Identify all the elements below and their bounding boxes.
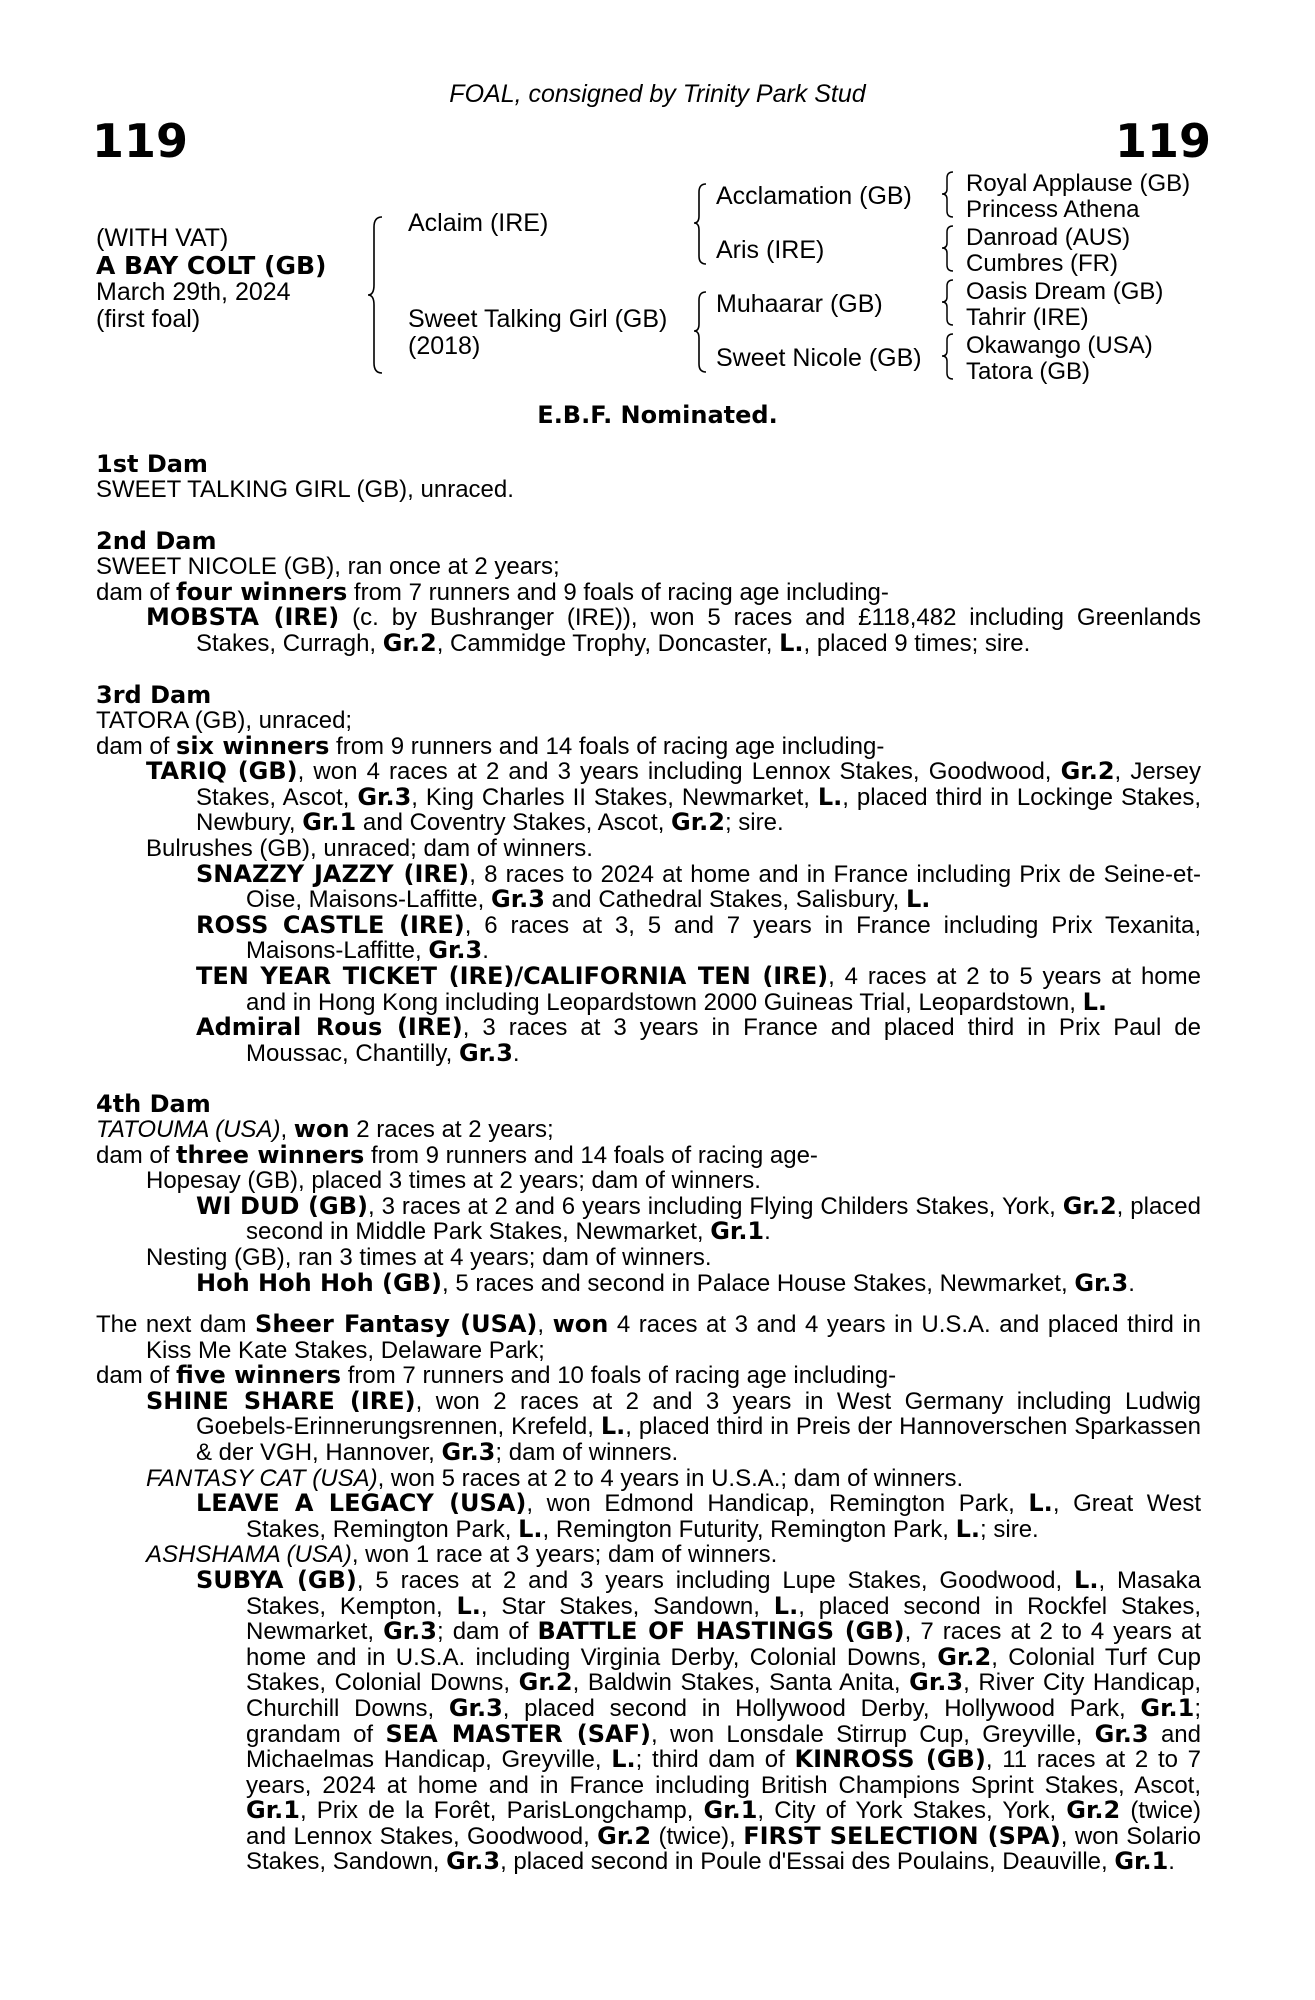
consignment-line: FOAL, consigned by Trinity Park Stud — [449, 80, 866, 108]
pedigree-g3-3: Danroad (AUS) — [966, 224, 1131, 251]
pedigree-g3-8: Tatora (GB) — [966, 358, 1091, 385]
third-dam-progeny-ross: ROSS CASTLE (IRE), 6 races at 3, 5 and 7 years in France including Prix Texanita, Maisons-Laffitte, Gr.3. — [196, 910, 1202, 965]
third-dam-progeny-tariq: TARIQ (GB), won 4 races at 2 and 3 years including Lennox Stakes, Goodwood, Gr.2, Jersey Stakes, Ascot, Gr.3, King Charles II Stakes, Newmarket, L., placed third in Lockinge Stakes, Newbury, Gr.1 and Coventry Stakes, Ascot, Gr.2; sire. — [146, 757, 1202, 837]
pedigree-brace-3d — [942, 332, 956, 382]
third-dam-line1: TATORA (GB), unraced; — [96, 707, 353, 734]
pedigree-g3-4: Cumbres (FR) — [966, 250, 1119, 277]
fourth-dam-line1: TATOUMA (USA), won 2 races at 2 years; — [96, 1115, 554, 1143]
third-dam-progeny-bulrushes: Bulrushes (GB), unraced; dam of winners. — [146, 834, 593, 862]
pedigree-dam-dam: Sweet Nicole (GB) — [716, 344, 922, 372]
next-dam-section — [96, 1312, 1201, 1875]
pedigree-sire-dam: Aris (IRE) — [716, 236, 825, 264]
pedigree-brace-2b — [694, 290, 710, 374]
second-dam-progeny-mobsta: MOBSTA (IRE) (c. by Bushranger (IRE)), won 5 races and £118,482 including Greenlands Stakes, Curragh, Gr.2, Cammidge Trophy, Doncaster, L., placed 9 times; sire. — [146, 603, 1201, 657]
third-dam-progeny-admiral-rous: Admiral Rous (IRE), 3 races at 3 years in France and placed third in Prix Paul de Moussac, Chantilly, Gr.3. — [196, 1013, 1201, 1067]
fourth-dam-progeny-wi-dud: WI DUD (GB), 3 races at 2 and 6 years including Flying Childers Stakes, York, Gr.2, placed second in Middle Park Stakes, Newmarket, Gr.1. — [196, 1191, 1202, 1246]
pedigree-dam-sire: Muhaarar (GB) — [716, 290, 883, 318]
lot-number-right: 119 — [1115, 114, 1212, 168]
third-dam-heading: 3rd Dam — [96, 681, 212, 709]
second-dam-section — [96, 528, 1201, 656]
fourth-dam-section — [96, 1091, 1201, 1296]
pedigree-g3-6: Tahrir (IRE) — [966, 304, 1089, 331]
pedigree-brace-3c — [942, 278, 956, 328]
next-dam-line1: The next dam Sheer Fantasy (USA), won 4 races at 3 and 4 years in U.S.A. and placed third in Kiss Me Kate Stakes, Delaware Park; — [96, 1310, 1202, 1364]
foal-note: (first foal) — [96, 305, 201, 333]
third-dam-line2: dam of six winners from 9 runners and 14 foals of racing age including- — [96, 731, 885, 760]
third-dam-progeny-ten-year-ticket: TEN YEAR TICKET (IRE)/CALIFORNIA TEN (IRE), 4 races at 2 to 5 years at home and in Hong Kong including Leopardstown 2000 Guineas Trial, Leopardstown, L. — [196, 961, 1201, 1016]
ebf-nominated: E.B.F. Nominated. — [537, 401, 778, 429]
pedigree-g3-5: Oasis Dream (GB) — [966, 278, 1164, 305]
fourth-dam-progeny-hopesay: Hopesay (GB), placed 3 times at 2 years; dam of winners. — [146, 1167, 761, 1195]
pedigree-g3-1: Royal Applause (GB) — [966, 170, 1191, 197]
fourth-dam-line2: dam of three winners from 9 runners and 14 foals of racing age- — [96, 1140, 818, 1169]
next-dam-progeny-ashshama: ASHSHAMA (USA), won 1 race at 3 years; dam of winners. — [146, 1541, 778, 1569]
pedigree-g3-2: Princess Athena — [966, 196, 1140, 223]
pedigree-brace-2a — [694, 182, 710, 266]
pedigree-g3-7: Okawango (USA) — [966, 332, 1153, 359]
pedigree-brace-3a — [942, 170, 956, 220]
pedigree-brace-1 — [368, 215, 388, 375]
first-dam-section — [96, 451, 1201, 503]
next-dam-progeny-subya: SUBYA (GB), 5 races at 2 and 3 years including Lupe Stakes, Goodwood, L., Masaka Stakes, Kempton, L., Star Stakes, Sandown, L., placed second in Rockfel Stakes, Newmarket, Gr.3; dam of BATTLE OF HASTINGS (GB), 7 races at 2 to 4 years at home and in U.S.A. including Virginia Derby, Colonial Downs, Gr.2, Colonial Turf Cup Stakes, Colonial Downs, Gr.2, Baldwin Stakes, Santa Anita, Gr.3, River City Handicap, Churchill Downs, Gr.3, placed second in Hollywood Derby, Hollywood Park, Gr.1; grandam of SEA MASTER (SAF), won Lonsdale Stirrup Cup, Greyville, Gr.3 and Michaelmas Handicap, Greyville, L.; third dam of KINROSS (GB), 11 races at 2 to 7 years, 2024 at home and in France including British Champions Sprint Stakes, Ascot, Gr.1, Prix de la Forêt, ParisLongchamp, Gr.1, City of York Stakes, York, Gr.2 (twice) and Lennox Stakes, Goodwood, Gr.2 (twice), FIRST SELECTION (SPA), won Solario Stakes, Sandown, Gr.3, placed second in Poule d'Essai des Poulains, Deauville, Gr.1. — [196, 1565, 1202, 1876]
vat-note: (WITH VAT) — [96, 224, 229, 252]
fourth-dam-progeny-hoh: Hoh Hoh Hoh (GB), 5 races and second in Palace House Stakes, Newmarket, Gr.3. — [196, 1268, 1135, 1297]
third-dam-section — [96, 682, 1201, 1066]
second-dam-line1: SWEET NICOLE (GB), ran once at 2 years; — [96, 553, 560, 580]
pedigree-brace-3b — [942, 224, 956, 274]
lot-description — [96, 225, 326, 333]
lot-name: A BAY COLT (GB) — [96, 251, 327, 280]
next-dam-progeny-leave-a-legacy: LEAVE A LEGACY (USA), won Edmond Handicap, Remington Park, L., Great West Stakes, Remington Park, L., Remington Futurity, Remington Park, L.; sire. — [196, 1489, 1201, 1543]
lot-number-left: 119 — [92, 114, 189, 168]
first-dam-line: SWEET TALKING GIRL (GB), unraced. — [96, 476, 514, 503]
pedigree-dam-year: (2018) — [408, 332, 481, 360]
next-dam-line2: dam of five winners from 7 runners and 10 foals of racing age including- — [96, 1361, 897, 1390]
next-dam-progeny-fantasy-cat: FANTASY CAT (USA), won 5 races at 2 to 4 years in U.S.A.; dam of winners. — [146, 1464, 964, 1492]
pedigree-sire-sire: Acclamation (GB) — [716, 182, 912, 210]
next-dam-progeny-shine-share: SHINE SHARE (IRE), won 2 races at 2 and 3 years in West Germany including Ludwig Goebels-Erinnerungsrennen, Krefeld, L., placed third in Preis der Hannoverschen Sparkassen & der VGH, Hannover, Gr.3; dam of winners. — [146, 1386, 1201, 1466]
third-dam-progeny-snazzy: SNAZZY JAZZY (IRE), 8 races to 2024 at home and in France including Prix de Seine-et-Oise, Maisons-Laffitte, Gr.3 and Cathedral Stakes, Salisbury, L. — [196, 859, 1201, 914]
first-dam-heading: 1st Dam — [96, 450, 208, 478]
pedigree-sire: Aclaim (IRE) — [408, 209, 549, 237]
second-dam-heading: 2nd Dam — [96, 527, 217, 555]
pedigree-dam: Sweet Talking Girl (GB) — [408, 305, 668, 333]
foaling-date: March 29th, 2024 — [96, 278, 291, 306]
second-dam-line2: dam of four winners from 7 runners and 9 foals of racing age including- — [96, 577, 889, 606]
fourth-dam-progeny-nesting: Nesting (GB), ran 3 times at 4 years; dam of winners. — [146, 1243, 712, 1271]
fourth-dam-heading: 4th Dam — [96, 1090, 211, 1118]
